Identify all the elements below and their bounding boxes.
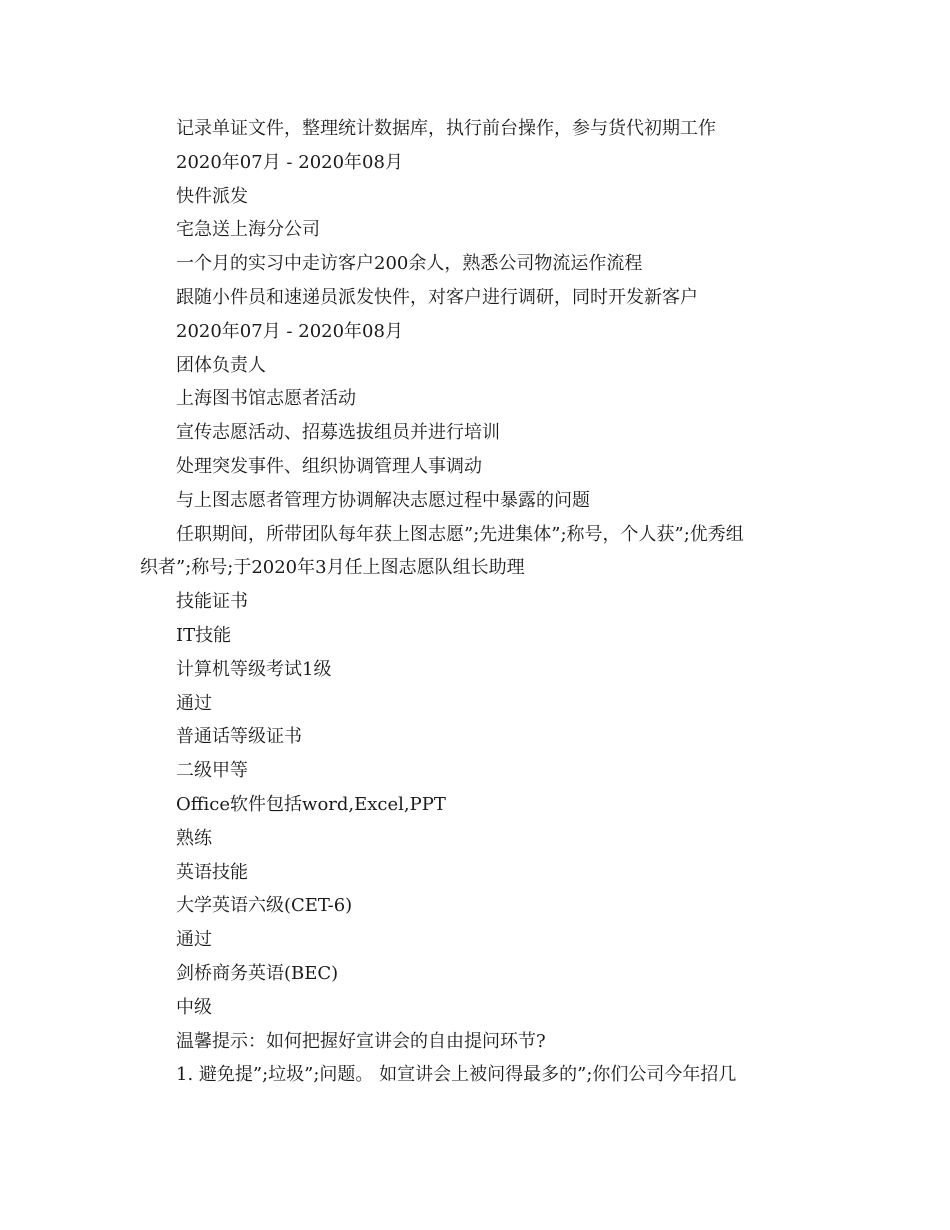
skill-level: 通过	[176, 929, 212, 951]
text-line: 一个月的实习中走访客户200余人，熟悉公司物流运作流程	[176, 253, 643, 275]
date-range-line: 2020年07月 - 2020年08月	[176, 320, 403, 342]
tip-item: 1. 避免提”;垃圾”;问题。 如宣讲会上被问得最多的”;你们公司今年招几	[176, 1064, 737, 1086]
skill-item: 计算机等级考试1级	[176, 658, 332, 680]
skill-item: 剑桥商务英语(BEC)	[176, 962, 339, 984]
section-heading: 技能证书	[176, 591, 248, 613]
skill-item: Office软件包括word,Excel,PPT	[176, 793, 446, 815]
text-line: 跟随小件员和速递员派发快件，对客户进行调研，同时开发新客户	[176, 286, 698, 308]
tip-heading: 温馨提示：如何把握好宣讲会的自由提问环节?	[176, 1030, 546, 1052]
skill-level: 二级甲等	[176, 760, 248, 782]
skill-level: 通过	[176, 692, 212, 714]
skill-category: 英语技能	[176, 861, 248, 883]
job-title-line: 团体负责人	[176, 354, 266, 376]
job-title-line: 快件派发	[176, 185, 248, 207]
text-line: 与上图志愿者管理方协调解决志愿过程中暴露的问题	[176, 489, 590, 511]
document-body	[140, 112, 820, 1092]
text-line-continuation: 织者”;称号;于2020年3月任上图志愿队组长助理	[140, 557, 525, 579]
text-line: 处理突发事件、组织协调管理人事调动	[176, 455, 482, 477]
skill-item: 普通话等级证书	[176, 726, 302, 748]
skill-category: IT技能	[176, 624, 232, 646]
organization-line: 上海图书馆志愿者活动	[176, 388, 356, 410]
text-line: 任职期间，所带团队每年获上图志愿”;先进集体”;称号，个人获”;优秀组	[176, 523, 744, 545]
company-line: 宅急送上海分公司	[176, 219, 320, 241]
skill-item: 大学英语六级(CET-6)	[176, 895, 353, 917]
skill-level: 中级	[176, 996, 212, 1018]
skill-level: 熟练	[176, 827, 212, 849]
text-line: 宣传志愿活动、招募选拔组员并进行培训	[176, 422, 500, 444]
date-range-line: 2020年07月 - 2020年08月	[176, 151, 403, 173]
text-line: 记录单证文件，整理统计数据库，执行前台操作，参与货代初期工作	[176, 118, 716, 139]
